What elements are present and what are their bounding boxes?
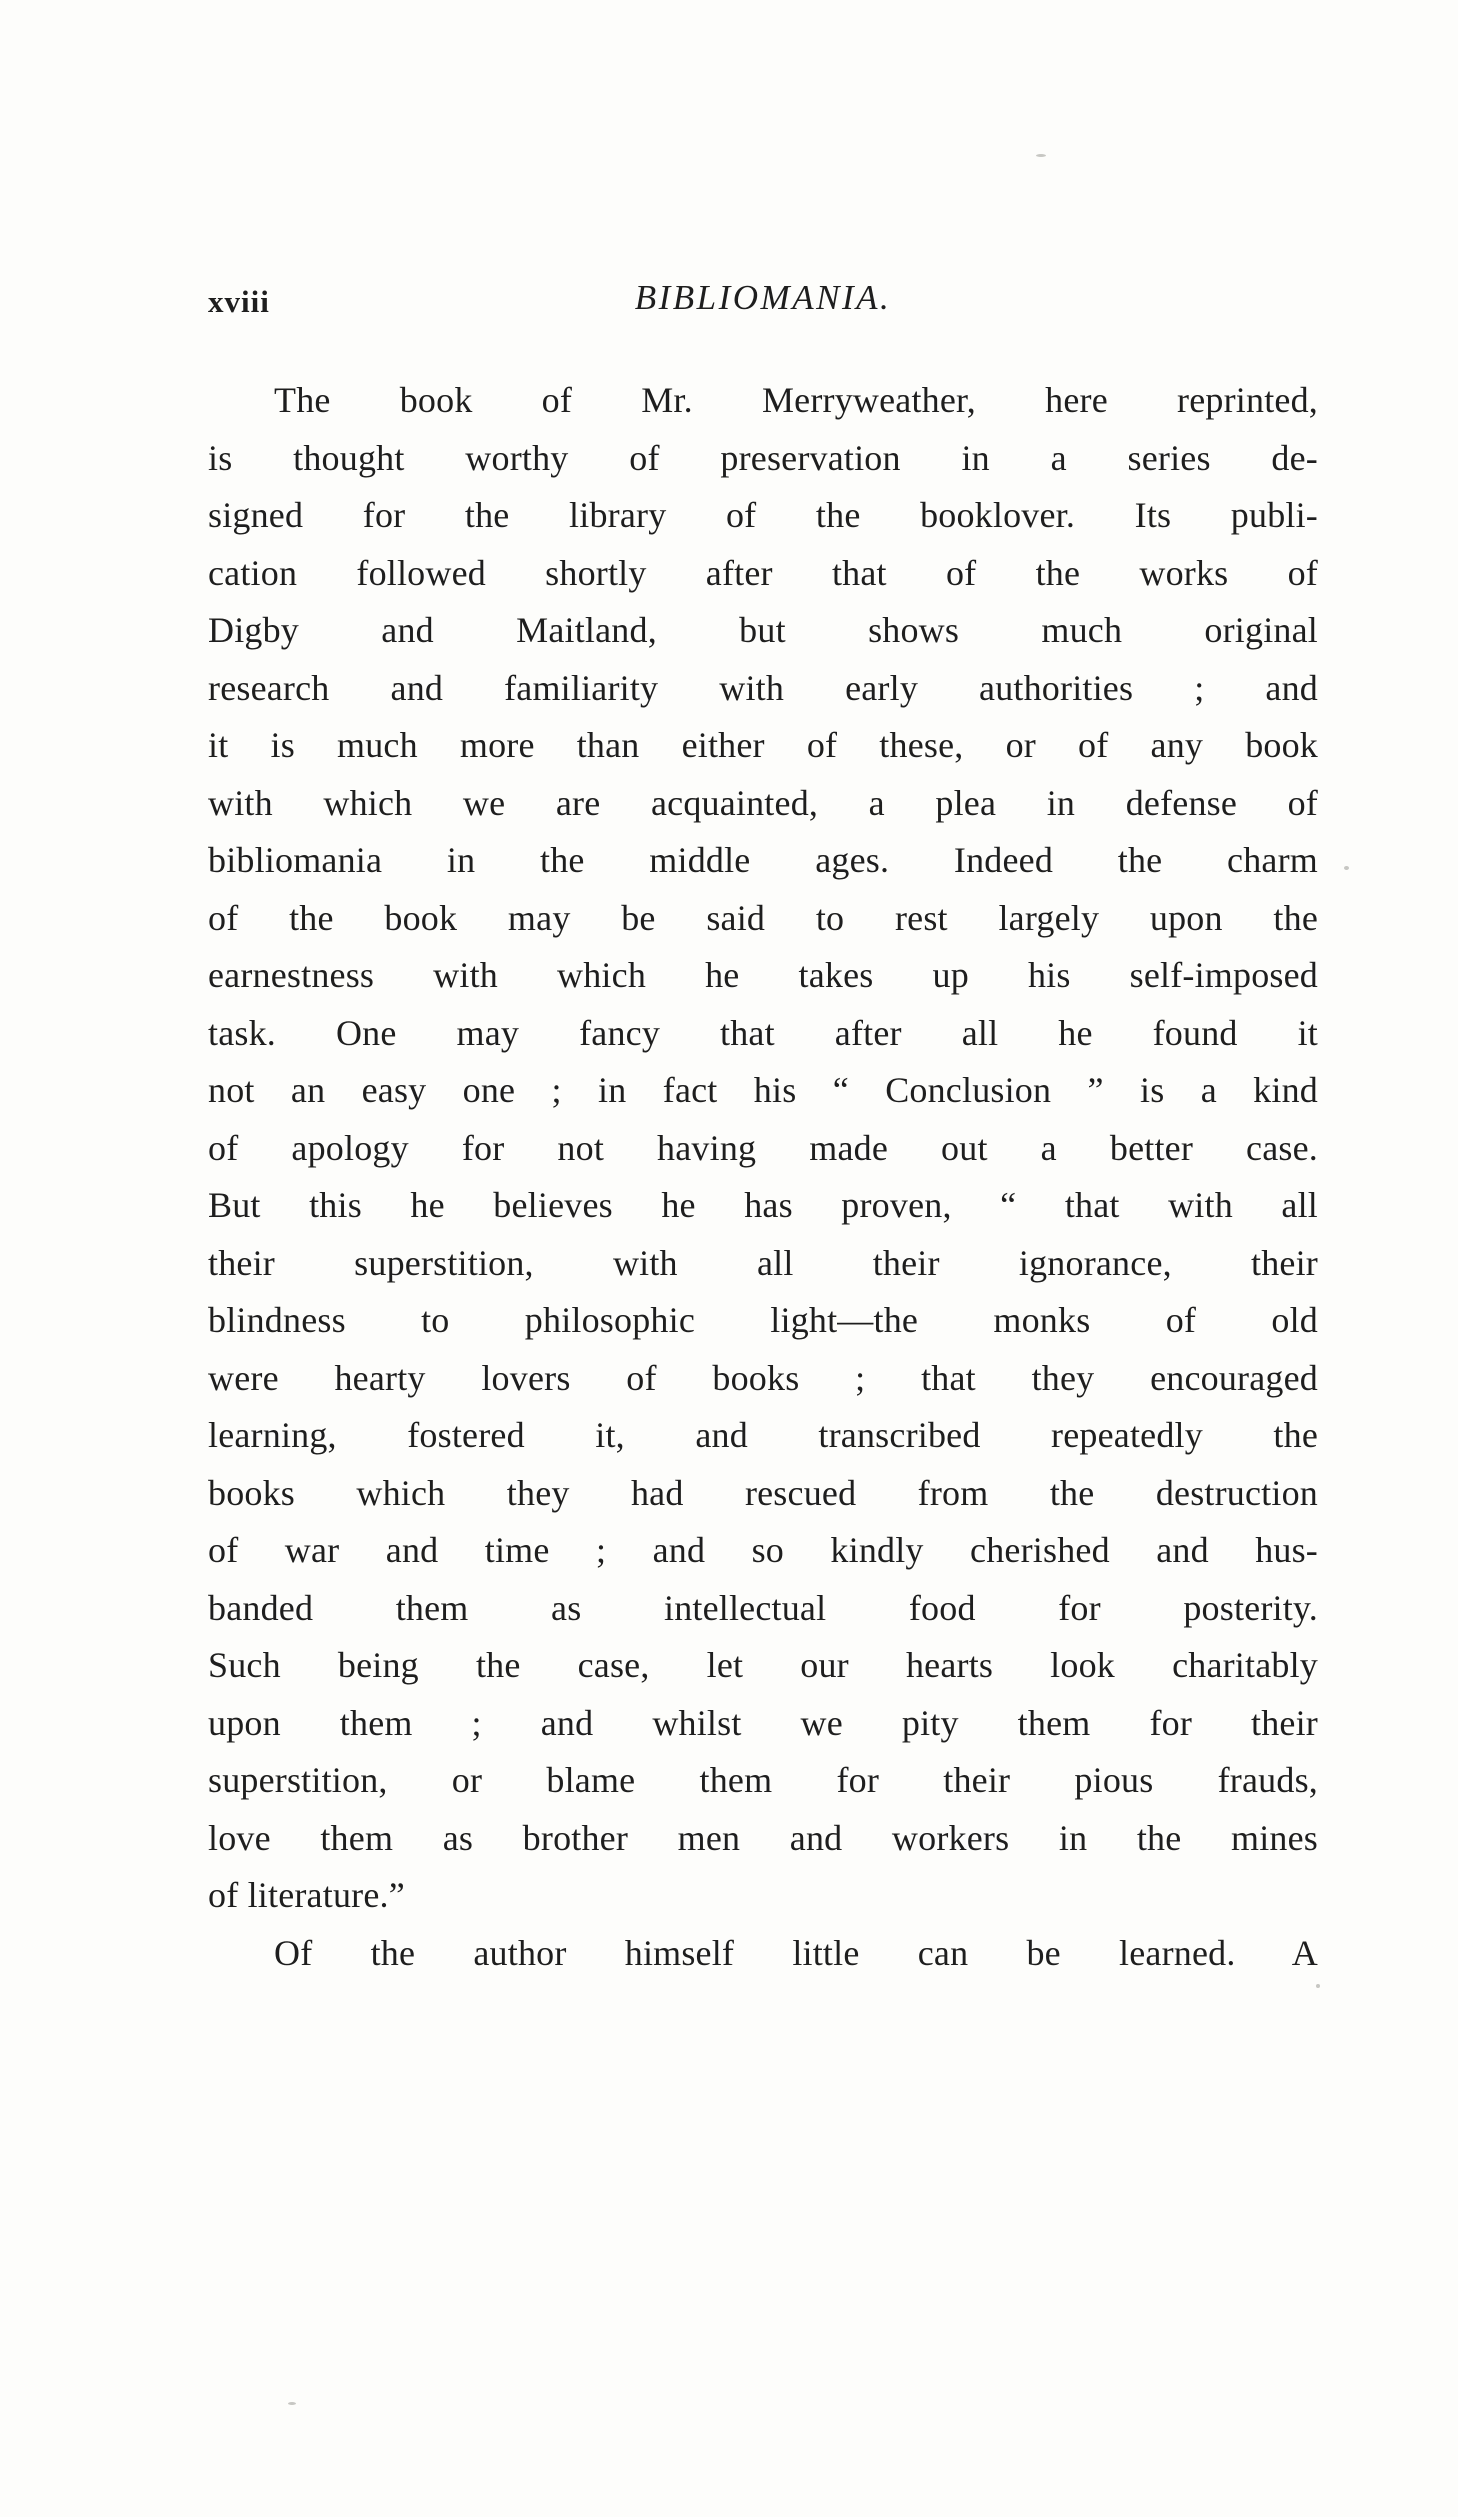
text-line: of the book may be said to rest largely upon the <box>208 897 1318 938</box>
running-header <box>208 278 1318 326</box>
text-line: But this he believes he has proven, “ that with all <box>208 1185 1318 1225</box>
scan-speck <box>1344 866 1349 870</box>
text-line: is thought worthy of preservation in a series de- <box>208 437 1318 478</box>
scan-speck <box>288 2402 296 2405</box>
scan-speck <box>1036 154 1046 157</box>
text-line: task. One may fancy that after all he found it <box>208 1012 1318 1053</box>
text-line: signed for the library of the booklover. Its publi- <box>208 495 1318 535</box>
text-line: with which we are acquainted, a plea in defense of <box>208 782 1318 823</box>
text-line: it is much more than either of these, or of any book <box>208 725 1318 765</box>
text-line: upon them ; and whilst we pity them for their <box>208 1702 1318 1743</box>
text-line: their superstition, with all their ignorance, their <box>208 1242 1318 1283</box>
text-line: not an easy one ; in fact his “ Conclusion ” is a kind <box>208 1070 1318 1110</box>
text-line: blindness to philosophic light—the monks of old <box>208 1300 1318 1340</box>
text-line: bibliomania in the middle ages. Indeed the charm <box>208 840 1318 880</box>
page-number: xviii <box>208 284 270 319</box>
page-body-text <box>208 372 1318 1982</box>
text-line: of apology for not having made out a better case. <box>208 1127 1318 1168</box>
running-title: BIBLIOMANIA. <box>634 278 892 317</box>
text-line: love them as brother men and workers in the mines <box>208 1817 1318 1858</box>
text-line: earnestness with which he takes up his self-imposed <box>208 955 1318 995</box>
text-line: were hearty lovers of books ; that they encouraged <box>208 1357 1318 1398</box>
text-line-paragraph2: Of the author himself little can be learned. A <box>274 1932 1318 1973</box>
text-line: banded them as intellectual food for posterity. <box>208 1587 1318 1628</box>
text-line: learning, fostered it, and transcribed repeatedly the <box>208 1415 1318 1455</box>
text-line: books which they had rescued from the destruction <box>208 1472 1318 1513</box>
text-line: research and familiarity with early authorities ; and <box>208 667 1318 708</box>
text-line-last: of literature.” <box>208 1875 405 1915</box>
text-line: Digby and Maitland, but shows much original <box>208 610 1318 650</box>
text-line-first: The book of Mr. Merryweather, here reprinted, <box>274 380 1318 420</box>
text-line: of war and time ; and so kindly cherished and hus- <box>208 1530 1318 1570</box>
scan-speck <box>1316 1984 1320 1988</box>
text-line: Such being the case, let our hearts look charitably <box>208 1645 1318 1685</box>
text-line: cation followed shortly after that of the works of <box>208 552 1318 593</box>
text-line: superstition, or blame them for their pious frauds, <box>208 1760 1318 1800</box>
paragraph-lines <box>208 430 1318 1868</box>
